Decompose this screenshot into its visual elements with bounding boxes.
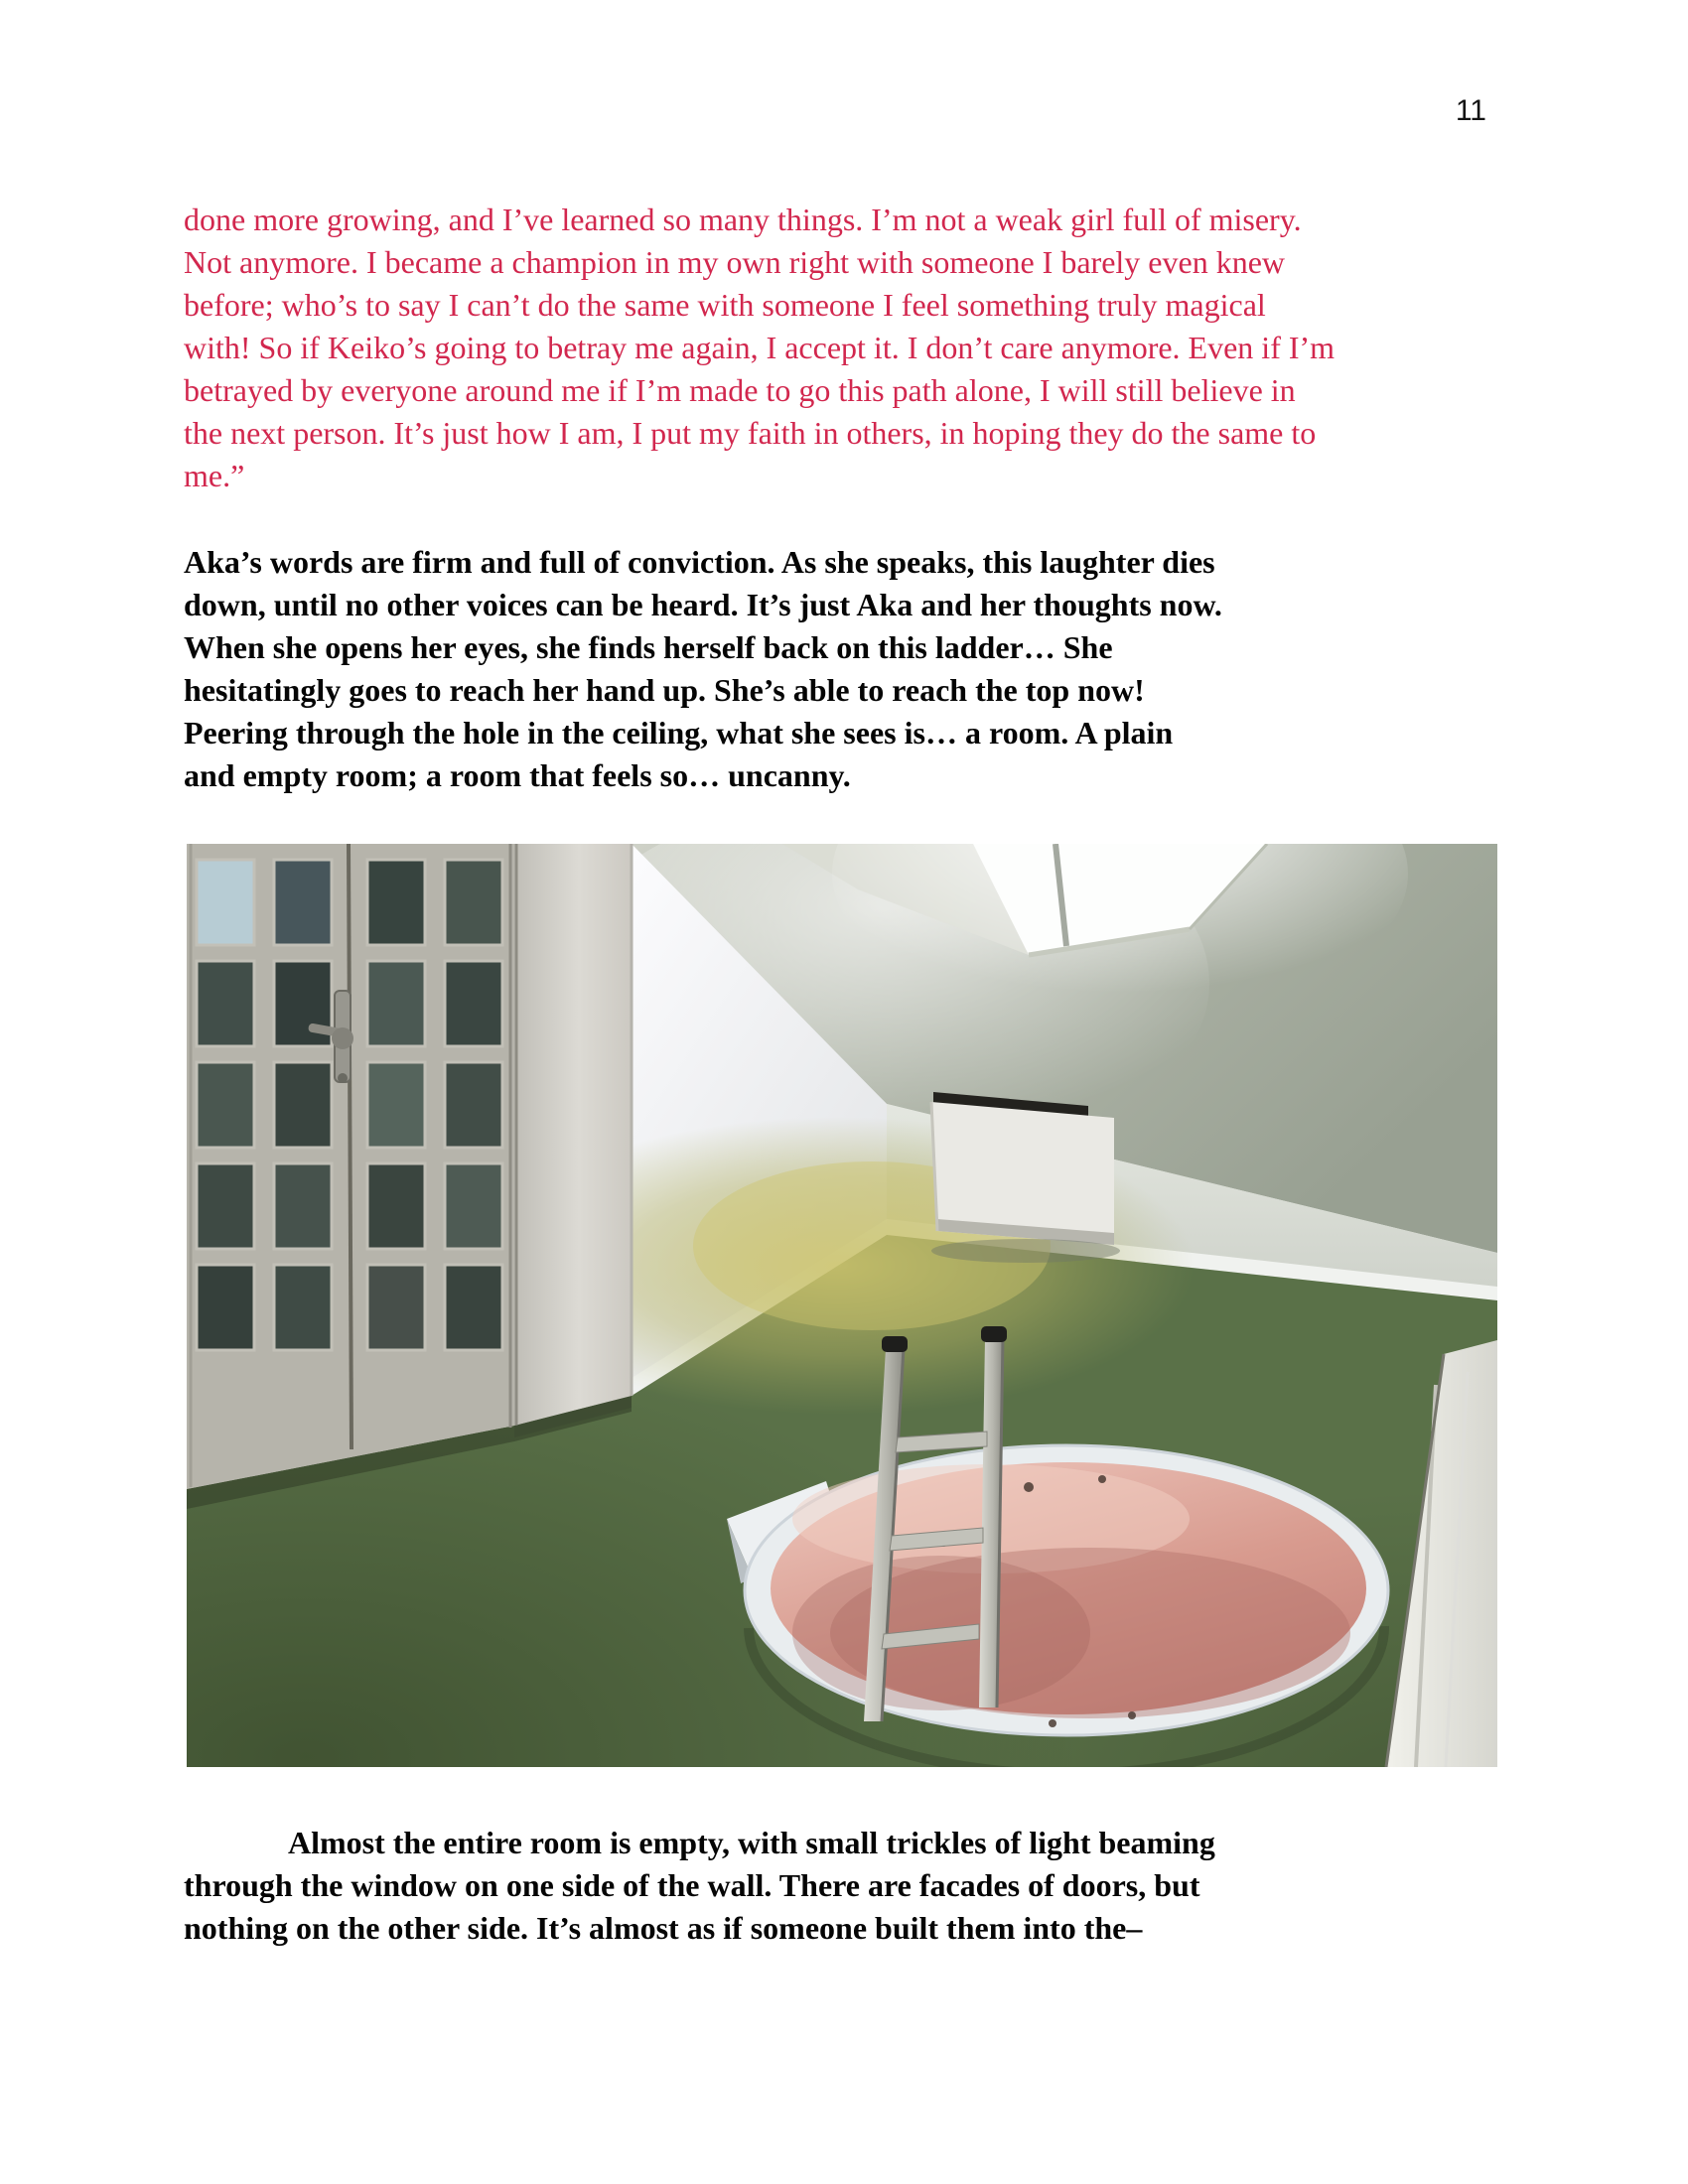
narration-paragraph	[184, 541, 1534, 797]
text-line: and empty room; a room that feels so… uncanny.	[184, 757, 851, 793]
text-line: nothing on the other side. It’s almost as if someone built them into the–	[184, 1910, 1143, 1946]
text-line: the next person. It’s just how I am, I put my faith in others, in hoping they do the same to	[184, 415, 1317, 451]
door-frame-pillar	[514, 844, 632, 1437]
text-line: Aka’s words are firm and full of conviction. As she speaks, this laughter dies	[184, 544, 1215, 580]
text-line: Peering through the hole in the ceiling, what she sees is… a room. A plain	[184, 715, 1174, 751]
text-line: done more growing, and I’ve learned so many things. I’m not a weak girl full of misery.	[184, 202, 1302, 237]
text-line: with! So if Keiko’s going to betray me again, I accept it. I don’t care anymore. Even if I’m	[184, 330, 1336, 365]
room-photo-svg	[187, 844, 1497, 1767]
room-photo	[187, 844, 1497, 1767]
text-line: down, until no other voices can be heard. It’s just Aka and her thoughts now.	[184, 587, 1222, 622]
text-line: through the window on one side of the wall. There are facades of doors, but	[184, 1867, 1200, 1903]
text-line: before; who’s to say I can’t do the same with someone I feel something truly magical	[184, 287, 1266, 323]
ladder-cap	[882, 1336, 908, 1352]
closing-paragraph	[184, 1822, 1534, 1950]
ladder-cap	[981, 1326, 1007, 1342]
quote-paragraph	[184, 199, 1534, 497]
text-line: Not anymore. I became a champion in my own right with someone I barely even knew	[184, 244, 1285, 280]
text-line: When she opens her eyes, she finds herself back on this ladder… She	[184, 629, 1113, 665]
text-line: betrayed by everyone around me if I’m made to go this path alone, I will still believe in	[184, 372, 1296, 408]
french-doors	[187, 844, 514, 1489]
page-number: 11	[1455, 94, 1486, 127]
text-line: me.”	[184, 458, 245, 493]
text-line: Almost the entire room is empty, with small trickles of light beaming	[288, 1825, 1215, 1860]
text-line: hesitatingly goes to reach her hand up. She’s able to reach the top now!	[184, 672, 1145, 708]
